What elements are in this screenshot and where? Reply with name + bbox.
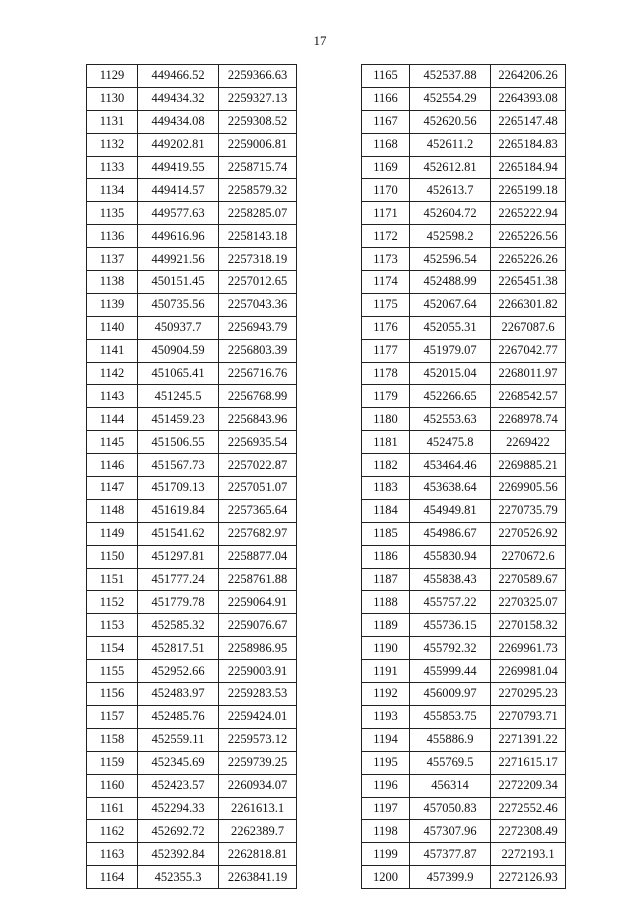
y-coordinate-cell: 2265199.18	[491, 179, 566, 202]
x-coordinate-cell: 452604.72	[410, 202, 491, 225]
y-coordinate-cell: 2265226.26	[491, 248, 566, 271]
x-coordinate-cell: 457399.9	[410, 866, 491, 889]
x-coordinate-cell: 451777.24	[138, 568, 219, 591]
x-coordinate-cell: 452620.56	[410, 110, 491, 133]
point-number-cell: 1156	[87, 683, 138, 706]
x-coordinate-cell: 452553.63	[410, 408, 491, 431]
table-row	[362, 454, 566, 477]
x-coordinate-cell: 455757.22	[410, 591, 491, 614]
y-coordinate-cell: 2268978.74	[491, 408, 566, 431]
y-coordinate-cell: 2265226.56	[491, 225, 566, 248]
x-coordinate-cell: 450904.59	[138, 339, 219, 362]
x-coordinate-cell: 455999.44	[410, 660, 491, 683]
y-coordinate-cell: 2258579.32	[219, 179, 297, 202]
y-coordinate-cell: 2256843.96	[219, 408, 297, 431]
point-number-cell: 1190	[362, 637, 410, 660]
y-coordinate-cell: 2260934.07	[219, 774, 297, 797]
page-number: 17	[313, 33, 327, 48]
point-number-cell: 1189	[362, 614, 410, 637]
table-row	[87, 591, 297, 614]
table-row	[362, 87, 566, 110]
x-coordinate-cell: 457307.96	[410, 820, 491, 843]
x-coordinate-cell: 455830.94	[410, 545, 491, 568]
x-coordinate-cell: 450735.56	[138, 293, 219, 316]
y-coordinate-cell: 2256716.76	[219, 362, 297, 385]
y-coordinate-cell: 2257043.36	[219, 293, 297, 316]
point-number-cell: 1147	[87, 477, 138, 500]
y-coordinate-cell: 2257022.87	[219, 454, 297, 477]
y-coordinate-cell: 2263841.19	[219, 866, 297, 889]
point-number-cell: 1168	[362, 133, 410, 156]
x-coordinate-cell: 451065.41	[138, 362, 219, 385]
x-coordinate-cell: 452598.2	[410, 225, 491, 248]
x-coordinate-cell: 449434.32	[138, 87, 219, 110]
point-number-cell: 1161	[87, 797, 138, 820]
x-coordinate-cell: 452612.81	[410, 156, 491, 179]
coordinate-table-left	[86, 64, 297, 889]
x-coordinate-cell: 450151.45	[138, 271, 219, 294]
table-row	[87, 179, 297, 202]
point-number-cell: 1139	[87, 293, 138, 316]
x-coordinate-cell: 457050.83	[410, 797, 491, 820]
x-coordinate-cell: 452475.8	[410, 431, 491, 454]
table-row	[362, 408, 566, 431]
point-number-cell: 1174	[362, 271, 410, 294]
point-number-cell: 1162	[87, 820, 138, 843]
point-number-cell: 1193	[362, 705, 410, 728]
point-number-cell: 1169	[362, 156, 410, 179]
point-number-cell: 1158	[87, 728, 138, 751]
y-coordinate-cell: 2265184.94	[491, 156, 566, 179]
table-row	[87, 293, 297, 316]
x-coordinate-cell: 452345.69	[138, 751, 219, 774]
point-number-cell: 1159	[87, 751, 138, 774]
table-row	[362, 820, 566, 843]
table-row	[362, 225, 566, 248]
point-number-cell: 1176	[362, 316, 410, 339]
x-coordinate-cell: 449921.56	[138, 248, 219, 271]
table-row	[87, 454, 297, 477]
point-number-cell: 1187	[362, 568, 410, 591]
y-coordinate-cell: 2269961.73	[491, 637, 566, 660]
y-coordinate-cell: 2264393.08	[491, 87, 566, 110]
table-row	[87, 316, 297, 339]
x-coordinate-cell: 452596.54	[410, 248, 491, 271]
y-coordinate-cell: 2259283.53	[219, 683, 297, 706]
table-row	[87, 431, 297, 454]
y-coordinate-cell: 2256935.54	[219, 431, 297, 454]
y-coordinate-cell: 2270325.07	[491, 591, 566, 614]
x-coordinate-cell: 455769.5	[410, 751, 491, 774]
x-coordinate-cell: 454986.67	[410, 522, 491, 545]
point-number-cell: 1130	[87, 87, 138, 110]
x-coordinate-cell: 456009.97	[410, 683, 491, 706]
x-coordinate-cell: 451567.73	[138, 454, 219, 477]
x-coordinate-cell: 451619.84	[138, 499, 219, 522]
x-coordinate-cell: 451541.62	[138, 522, 219, 545]
y-coordinate-cell: 2271391.22	[491, 728, 566, 751]
table-row	[362, 614, 566, 637]
point-number-cell: 1195	[362, 751, 410, 774]
point-number-cell: 1153	[87, 614, 138, 637]
point-number-cell: 1140	[87, 316, 138, 339]
point-number-cell: 1183	[362, 477, 410, 500]
point-number-cell: 1149	[87, 522, 138, 545]
point-number-cell: 1197	[362, 797, 410, 820]
point-number-cell: 1144	[87, 408, 138, 431]
point-number-cell: 1129	[87, 65, 138, 88]
y-coordinate-cell: 2267087.6	[491, 316, 566, 339]
point-number-cell: 1192	[362, 683, 410, 706]
point-number-cell: 1172	[362, 225, 410, 248]
table-row	[87, 866, 297, 889]
y-coordinate-cell: 2261613.1	[219, 797, 297, 820]
x-coordinate-cell: 451779.78	[138, 591, 219, 614]
y-coordinate-cell: 2270526.92	[491, 522, 566, 545]
y-coordinate-cell: 2272209.34	[491, 774, 566, 797]
point-number-cell: 1186	[362, 545, 410, 568]
table-row	[87, 408, 297, 431]
x-coordinate-cell: 452488.99	[410, 271, 491, 294]
point-number-cell: 1198	[362, 820, 410, 843]
coordinate-table-right	[361, 64, 566, 889]
x-coordinate-cell: 452952.66	[138, 660, 219, 683]
y-coordinate-cell: 2270295.23	[491, 683, 566, 706]
point-number-cell: 1175	[362, 293, 410, 316]
table-row	[87, 637, 297, 660]
y-coordinate-cell: 2265184.83	[491, 133, 566, 156]
point-number-cell: 1178	[362, 362, 410, 385]
y-coordinate-cell: 2257012.65	[219, 271, 297, 294]
y-coordinate-cell: 2272308.49	[491, 820, 566, 843]
x-coordinate-cell: 449577.63	[138, 202, 219, 225]
x-coordinate-cell: 455736.15	[410, 614, 491, 637]
y-coordinate-cell: 2259739.25	[219, 751, 297, 774]
table-row	[87, 705, 297, 728]
y-coordinate-cell: 2270735.79	[491, 499, 566, 522]
table-row	[362, 843, 566, 866]
y-coordinate-cell: 2256768.99	[219, 385, 297, 408]
x-coordinate-cell: 452537.88	[410, 65, 491, 88]
table-row	[87, 545, 297, 568]
point-number-cell: 1180	[362, 408, 410, 431]
table-row	[362, 866, 566, 889]
y-coordinate-cell: 2267042.77	[491, 339, 566, 362]
table-row	[87, 385, 297, 408]
y-coordinate-cell: 2257365.64	[219, 499, 297, 522]
table-row	[87, 751, 297, 774]
y-coordinate-cell: 2262389.7	[219, 820, 297, 843]
point-number-cell: 1199	[362, 843, 410, 866]
y-coordinate-cell: 2272126.93	[491, 866, 566, 889]
x-coordinate-cell: 453638.64	[410, 477, 491, 500]
point-number-cell: 1160	[87, 774, 138, 797]
point-number-cell: 1152	[87, 591, 138, 614]
point-number-cell: 1155	[87, 660, 138, 683]
y-coordinate-cell: 2272552.46	[491, 797, 566, 820]
table-row	[362, 65, 566, 88]
table-row	[87, 339, 297, 362]
point-number-cell: 1157	[87, 705, 138, 728]
table-row	[362, 156, 566, 179]
table-row	[362, 431, 566, 454]
table-row	[362, 660, 566, 683]
y-coordinate-cell: 2268011.97	[491, 362, 566, 385]
table-row	[362, 637, 566, 660]
point-number-cell: 1132	[87, 133, 138, 156]
y-coordinate-cell: 2257682.97	[219, 522, 297, 545]
y-coordinate-cell: 2268542.57	[491, 385, 566, 408]
x-coordinate-cell: 451297.81	[138, 545, 219, 568]
point-number-cell: 1135	[87, 202, 138, 225]
point-number-cell: 1146	[87, 454, 138, 477]
x-coordinate-cell: 452423.57	[138, 774, 219, 797]
point-number-cell: 1150	[87, 545, 138, 568]
x-coordinate-cell: 451709.13	[138, 477, 219, 500]
point-number-cell: 1142	[87, 362, 138, 385]
x-coordinate-cell: 452611.2	[410, 133, 491, 156]
table-row	[362, 179, 566, 202]
y-coordinate-cell: 2259424.01	[219, 705, 297, 728]
x-coordinate-cell: 454949.81	[410, 499, 491, 522]
y-coordinate-cell: 2259003.91	[219, 660, 297, 683]
point-number-cell: 1184	[362, 499, 410, 522]
y-coordinate-cell: 2270589.67	[491, 568, 566, 591]
x-coordinate-cell: 452067.64	[410, 293, 491, 316]
point-number-cell: 1181	[362, 431, 410, 454]
point-number-cell: 1164	[87, 866, 138, 889]
table-row	[362, 316, 566, 339]
y-coordinate-cell: 2259573.12	[219, 728, 297, 751]
x-coordinate-cell: 455838.43	[410, 568, 491, 591]
point-number-cell: 1148	[87, 499, 138, 522]
y-coordinate-cell: 2257051.07	[219, 477, 297, 500]
point-number-cell: 1194	[362, 728, 410, 751]
point-number-cell: 1136	[87, 225, 138, 248]
point-number-cell: 1141	[87, 339, 138, 362]
x-coordinate-cell: 452355.3	[138, 866, 219, 889]
y-coordinate-cell: 2259076.67	[219, 614, 297, 637]
table-row	[362, 385, 566, 408]
table-row	[87, 156, 297, 179]
point-number-cell: 1166	[362, 87, 410, 110]
table-row	[87, 843, 297, 866]
y-coordinate-cell: 2270793.71	[491, 705, 566, 728]
x-coordinate-cell: 452485.76	[138, 705, 219, 728]
x-coordinate-cell: 449202.81	[138, 133, 219, 156]
y-coordinate-cell: 2258761.88	[219, 568, 297, 591]
x-coordinate-cell: 456314	[410, 774, 491, 797]
x-coordinate-cell: 455853.75	[410, 705, 491, 728]
x-coordinate-cell: 452554.29	[410, 87, 491, 110]
x-coordinate-cell: 449414.57	[138, 179, 219, 202]
y-coordinate-cell: 2270158.32	[491, 614, 566, 637]
x-coordinate-cell: 452483.97	[138, 683, 219, 706]
point-number-cell: 1173	[362, 248, 410, 271]
x-coordinate-cell: 453464.46	[410, 454, 491, 477]
point-number-cell: 1163	[87, 843, 138, 866]
table-row	[87, 65, 297, 88]
point-number-cell: 1137	[87, 248, 138, 271]
table-row	[87, 362, 297, 385]
table-row	[87, 774, 297, 797]
x-coordinate-cell: 452559.11	[138, 728, 219, 751]
table-row	[87, 683, 297, 706]
x-coordinate-cell: 452015.04	[410, 362, 491, 385]
x-coordinate-cell: 451245.5	[138, 385, 219, 408]
table-row	[362, 522, 566, 545]
table-row	[362, 683, 566, 706]
table-row	[362, 293, 566, 316]
y-coordinate-cell: 2259366.63	[219, 65, 297, 88]
x-coordinate-cell: 452055.31	[410, 316, 491, 339]
table-row	[87, 271, 297, 294]
table-row	[362, 797, 566, 820]
table-row	[87, 499, 297, 522]
x-coordinate-cell: 449616.96	[138, 225, 219, 248]
x-coordinate-cell: 452692.72	[138, 820, 219, 843]
point-number-cell: 1151	[87, 568, 138, 591]
point-number-cell: 1167	[362, 110, 410, 133]
table-row	[87, 660, 297, 683]
table-row	[87, 568, 297, 591]
y-coordinate-cell: 2262818.81	[219, 843, 297, 866]
point-number-cell: 1154	[87, 637, 138, 660]
x-coordinate-cell: 450937.7	[138, 316, 219, 339]
point-number-cell: 1191	[362, 660, 410, 683]
table-row	[87, 248, 297, 271]
table-row	[87, 477, 297, 500]
table-row	[87, 820, 297, 843]
table-row	[362, 202, 566, 225]
point-number-cell: 1196	[362, 774, 410, 797]
y-coordinate-cell: 2258715.74	[219, 156, 297, 179]
point-number-cell: 1200	[362, 866, 410, 889]
x-coordinate-cell: 449466.52	[138, 65, 219, 88]
table-row	[362, 751, 566, 774]
point-number-cell: 1177	[362, 339, 410, 362]
x-coordinate-cell: 457377.87	[410, 843, 491, 866]
y-coordinate-cell: 2258285.07	[219, 202, 297, 225]
y-coordinate-cell: 2269885.21	[491, 454, 566, 477]
table-row	[362, 339, 566, 362]
table-row	[87, 614, 297, 637]
x-coordinate-cell: 449434.08	[138, 110, 219, 133]
x-coordinate-cell: 455792.32	[410, 637, 491, 660]
y-coordinate-cell: 2257318.19	[219, 248, 297, 271]
y-coordinate-cell: 2272193.1	[491, 843, 566, 866]
y-coordinate-cell: 2266301.82	[491, 293, 566, 316]
point-number-cell: 1165	[362, 65, 410, 88]
point-number-cell: 1182	[362, 454, 410, 477]
y-coordinate-cell: 2269905.56	[491, 477, 566, 500]
x-coordinate-cell: 452266.65	[410, 385, 491, 408]
point-number-cell: 1170	[362, 179, 410, 202]
y-coordinate-cell: 2256803.39	[219, 339, 297, 362]
y-coordinate-cell: 2265222.94	[491, 202, 566, 225]
table-row	[362, 362, 566, 385]
table-row	[362, 705, 566, 728]
y-coordinate-cell: 2270672.6	[491, 545, 566, 568]
point-number-cell: 1188	[362, 591, 410, 614]
point-number-cell: 1143	[87, 385, 138, 408]
x-coordinate-cell: 452817.51	[138, 637, 219, 660]
point-number-cell: 1185	[362, 522, 410, 545]
table-row	[362, 545, 566, 568]
x-coordinate-cell: 451979.07	[410, 339, 491, 362]
y-coordinate-cell: 2258877.04	[219, 545, 297, 568]
point-number-cell: 1134	[87, 179, 138, 202]
table-row	[87, 133, 297, 156]
point-number-cell: 1179	[362, 385, 410, 408]
table-row	[362, 271, 566, 294]
y-coordinate-cell: 2265147.48	[491, 110, 566, 133]
table-row	[87, 202, 297, 225]
y-coordinate-cell: 2259064.91	[219, 591, 297, 614]
table-row	[362, 728, 566, 751]
y-coordinate-cell: 2259006.81	[219, 133, 297, 156]
x-coordinate-cell: 452392.84	[138, 843, 219, 866]
table-row	[362, 133, 566, 156]
table-row	[362, 499, 566, 522]
x-coordinate-cell: 452585.32	[138, 614, 219, 637]
point-number-cell: 1131	[87, 110, 138, 133]
table-row	[87, 87, 297, 110]
x-coordinate-cell: 449419.55	[138, 156, 219, 179]
table-row	[87, 797, 297, 820]
table-row	[362, 568, 566, 591]
table-row	[362, 110, 566, 133]
table-row	[362, 248, 566, 271]
x-coordinate-cell: 452294.33	[138, 797, 219, 820]
y-coordinate-cell: 2259327.13	[219, 87, 297, 110]
x-coordinate-cell: 455886.9	[410, 728, 491, 751]
y-coordinate-cell: 2258143.18	[219, 225, 297, 248]
point-number-cell: 1171	[362, 202, 410, 225]
y-coordinate-cell: 2269981.04	[491, 660, 566, 683]
point-number-cell: 1145	[87, 431, 138, 454]
x-coordinate-cell: 451506.55	[138, 431, 219, 454]
table-row	[362, 591, 566, 614]
table-row	[362, 477, 566, 500]
table-row	[362, 774, 566, 797]
y-coordinate-cell: 2259308.52	[219, 110, 297, 133]
table-row	[87, 522, 297, 545]
y-coordinate-cell: 2265451.38	[491, 271, 566, 294]
y-coordinate-cell: 2256943.79	[219, 316, 297, 339]
y-coordinate-cell: 2271615.17	[491, 751, 566, 774]
y-coordinate-cell: 2264206.26	[491, 65, 566, 88]
table-row	[87, 225, 297, 248]
table-row	[87, 110, 297, 133]
point-number-cell: 1133	[87, 156, 138, 179]
x-coordinate-cell: 451459.23	[138, 408, 219, 431]
y-coordinate-cell: 2269422	[491, 431, 566, 454]
y-coordinate-cell: 2258986.95	[219, 637, 297, 660]
point-number-cell: 1138	[87, 271, 138, 294]
x-coordinate-cell: 452613.7	[410, 179, 491, 202]
table-row	[87, 728, 297, 751]
